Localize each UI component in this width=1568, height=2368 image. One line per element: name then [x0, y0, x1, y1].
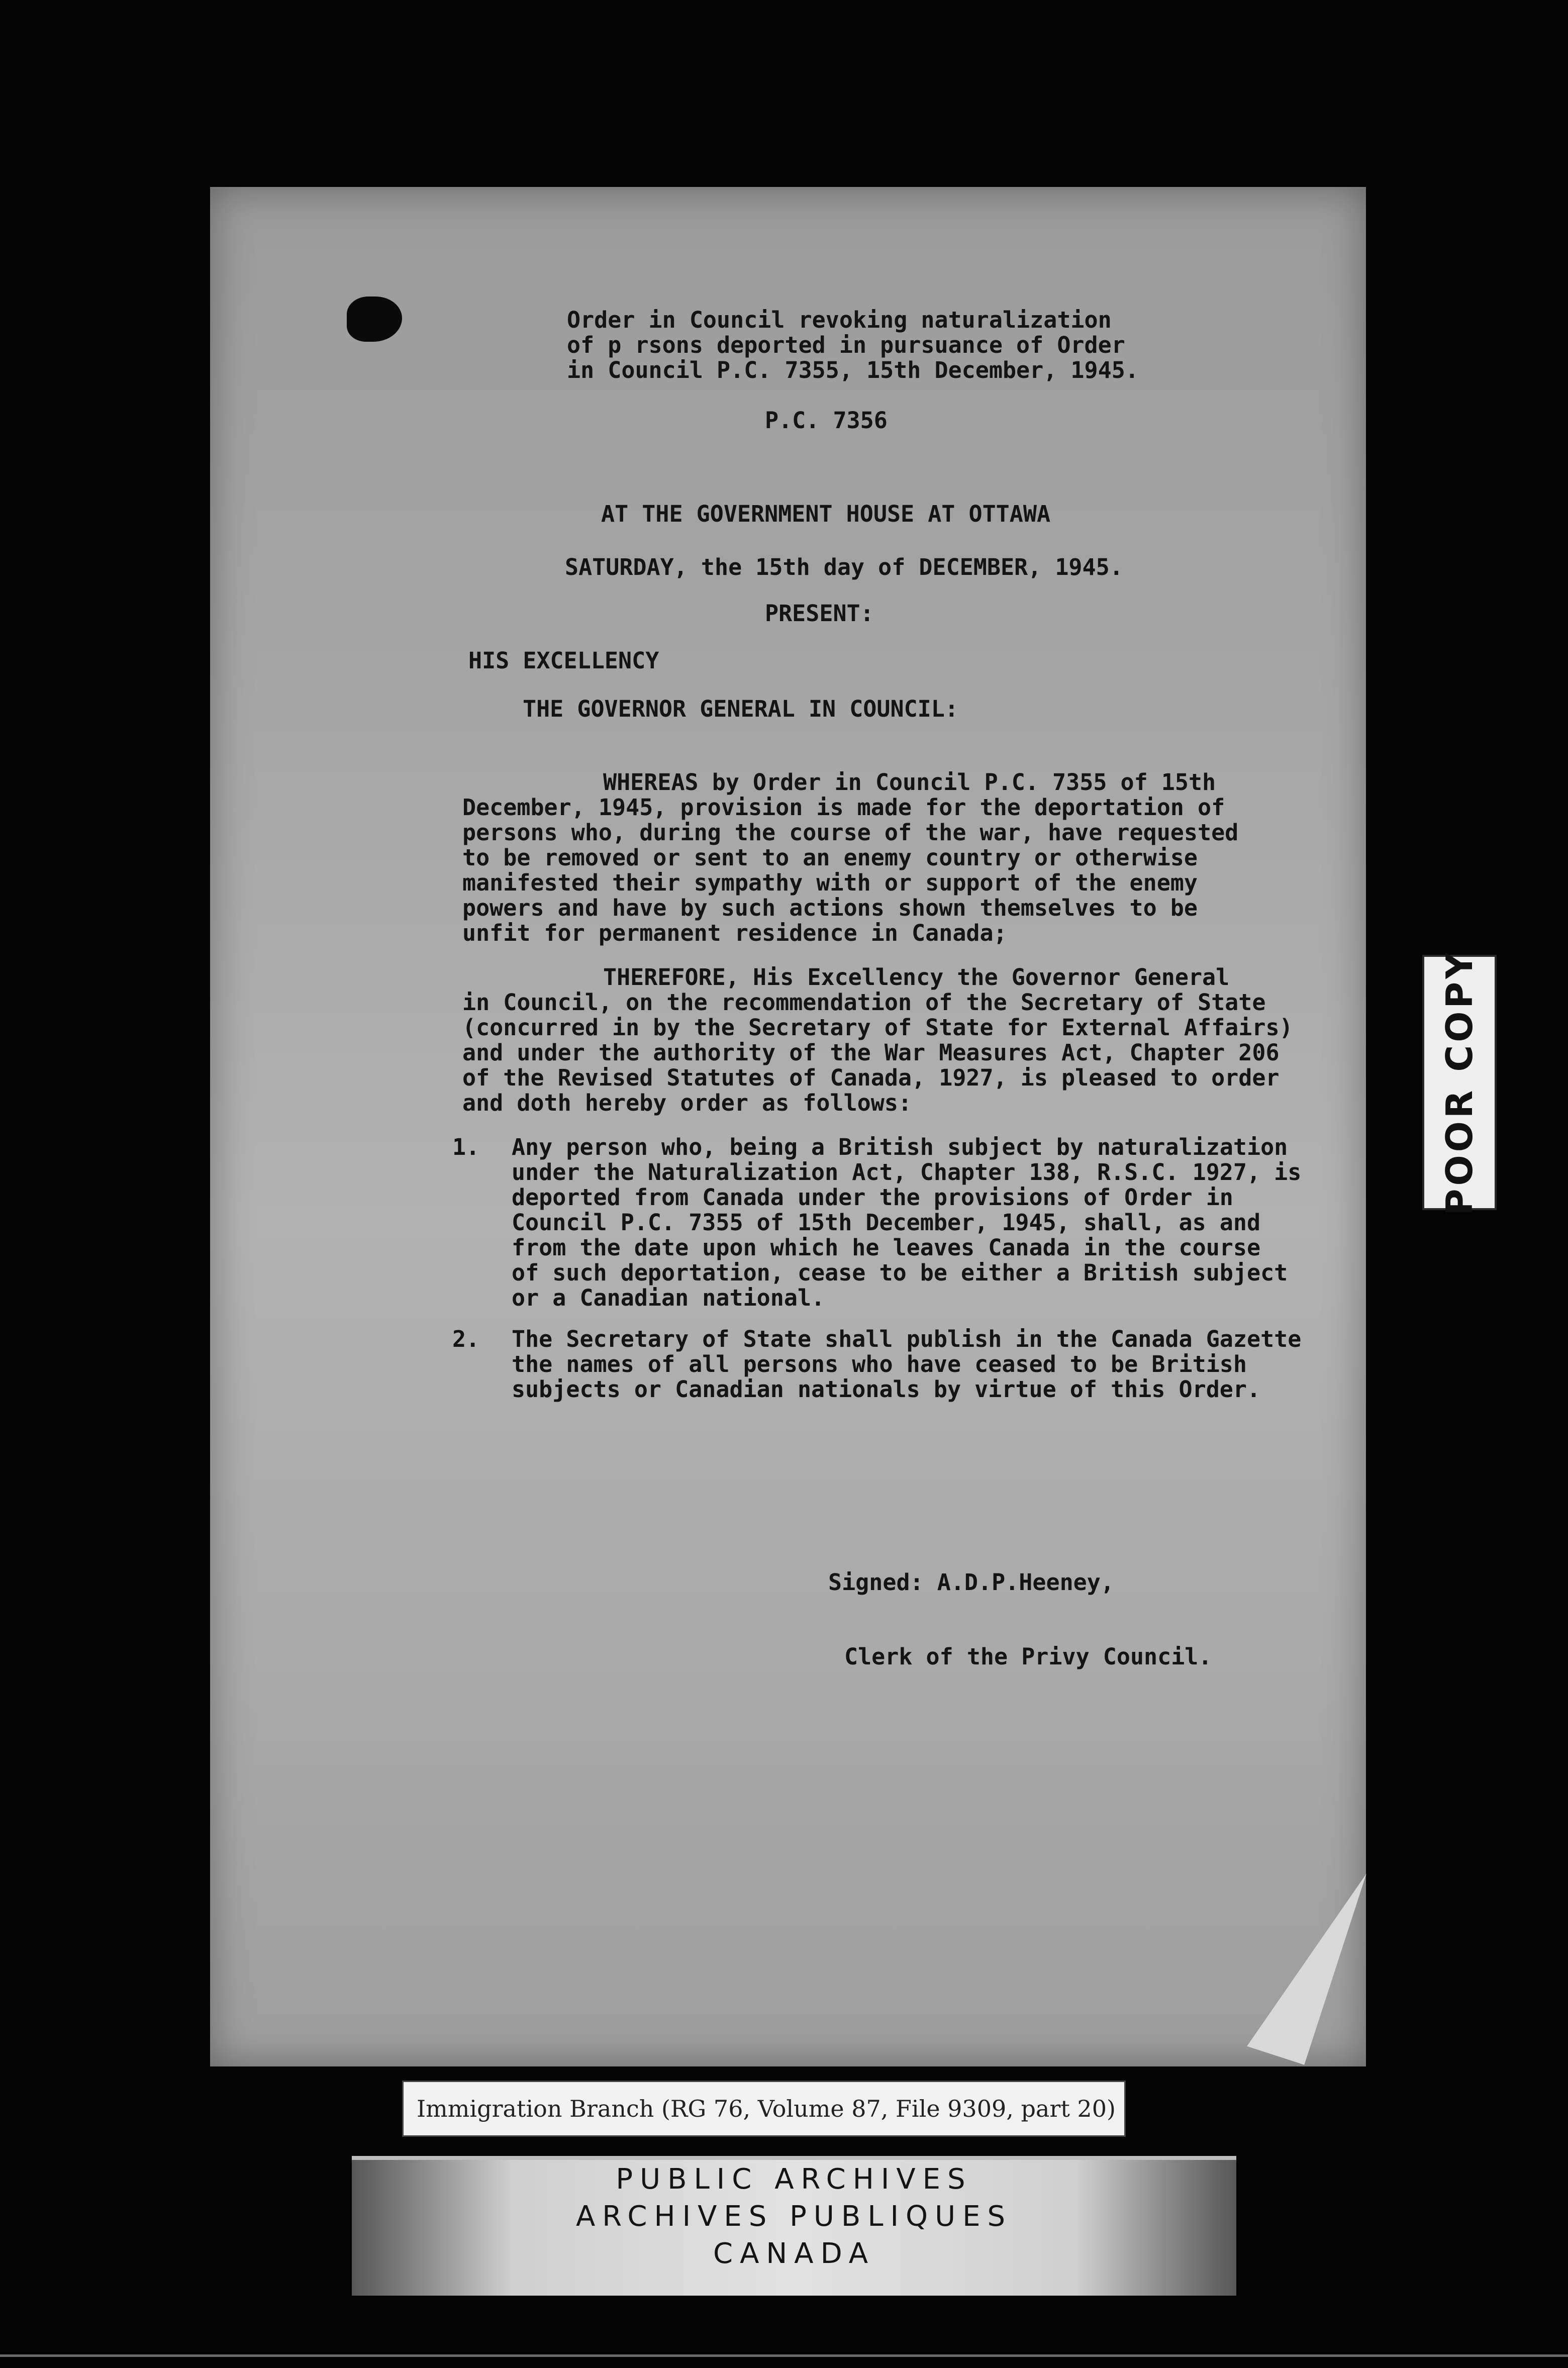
paragraph-line: THEREFORE, His Excellency the Governor General	[603, 964, 1230, 991]
item-line: deported from Canada under the provisions of Order in	[512, 1184, 1233, 1211]
heading-line: in Council P.C. 7355, 15th December, 1945.	[567, 357, 1139, 383]
paragraph-line: and doth hereby order as follows:	[462, 1090, 912, 1116]
governor-line: THE GOVERNOR GENERAL IN COUNCIL:	[523, 696, 958, 722]
paragraph-line: of the Revised Statutes of Canada, 1927, is pleased to order	[462, 1064, 1280, 1091]
heading-line: Order in Council revoking naturalization	[567, 307, 1112, 333]
archive-line: CANADA	[713, 2237, 875, 2270]
paragraph-line: (concurred in by the Secretary of State for External Affairs)	[462, 1014, 1293, 1041]
item-line: or a Canadian national.	[512, 1285, 825, 1311]
item-line: of such deportation, cease to be either a British subject	[512, 1259, 1288, 1286]
paragraph-line: December, 1945, provision is made for the deportation of	[462, 794, 1225, 821]
poor-copy-stamp	[1422, 949, 1497, 1216]
archive-line: ARCHIVES PUBLIQUES	[575, 2200, 1013, 2233]
frame-edge	[0, 2354, 1568, 2357]
archives-tab	[352, 2156, 1236, 2296]
paragraph-line: persons who, during the course of the war, have requested	[462, 819, 1239, 846]
date-line: SATURDAY, the 15th day of DECEMBER, 1945.	[565, 554, 1123, 580]
clerk-line: Clerk of the Privy Council.	[844, 1643, 1212, 1670]
item-line: subjects or Canadian nationals by virtue of this Order.	[512, 1376, 1261, 1403]
item-line: The Secretary of State shall publish in the Canada Gazette	[512, 1326, 1302, 1352]
paragraph-line: powers and have by such actions shown themselves to be	[462, 895, 1198, 921]
item-line: under the Naturalization Act, Chapter 138, R.S.C. 1927, is	[512, 1159, 1302, 1186]
paragraph-line: WHEREAS by Order in Council P.C. 7355 of 15th	[603, 769, 1216, 796]
signature-line: Signed: A.D.P.Heeney,	[828, 1569, 1114, 1596]
item-line: Council P.C. 7355 of 15th December, 1945, shall, as and	[512, 1209, 1261, 1236]
present-line: PRESENT:	[765, 600, 874, 627]
paragraph-line: in Council, on the recommendation of the Secretary of State	[462, 989, 1266, 1016]
file-reference-label: Immigration Branch (RG 76, Volume 87, File 9309, part 20)	[402, 2081, 1126, 2137]
item-line: Any person who, being a British subject by naturalization	[512, 1134, 1288, 1160]
item-number: 2.	[452, 1326, 480, 1352]
heading-line: of p rsons deported in pursuance of Order	[567, 332, 1125, 358]
paragraph-line: to be removed or sent to an enemy country or otherwise	[462, 844, 1198, 871]
document-page	[210, 187, 1366, 2066]
order-number: P.C. 7356	[765, 407, 888, 434]
archive-line: PUBLIC ARCHIVES	[616, 2163, 972, 2196]
item-number: 1.	[452, 1134, 480, 1160]
item-line: from the date upon which he leaves Canada in the course	[512, 1234, 1261, 1261]
stamp-text: POOR COPY	[1438, 949, 1481, 1216]
item-line: the names of all persons who have ceased to be British	[512, 1351, 1247, 1377]
excellency-line: HIS EXCELLENCY	[468, 647, 659, 674]
location-line: AT THE GOVERNMENT HOUSE AT OTTAWA	[601, 501, 1051, 527]
paragraph-line: and under the authority of the War Measures Act, Chapter 206	[462, 1039, 1280, 1066]
paragraph-line: manifested their sympathy with or support of the enemy	[462, 869, 1198, 896]
paragraph-line: unfit for permanent residence in Canada;	[462, 920, 1007, 946]
